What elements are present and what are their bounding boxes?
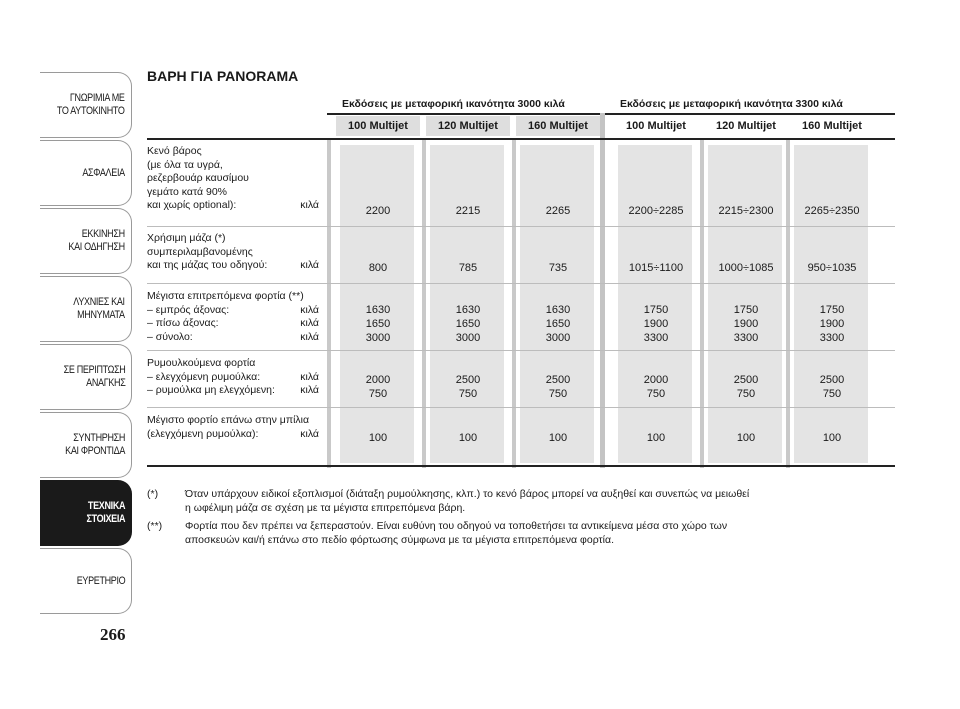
footnote-line: αποσκευών και/ή επάνω στο πεδίο φόρτωσης σύμφωνα με τα μέγιστα επιτρεπόμενα φορτία.: [185, 534, 614, 546]
cell-value: 750: [368, 388, 388, 400]
cell-value: 2265: [545, 205, 571, 217]
footnote-line: Όταν υπάρχουν ειδικοί εξοπλισμοί (διάταξη ρυμούλκησης, κλπ.) το κενό βάρος μπορεί να αυξηθεί και συνεπώς να μειωθεί: [185, 488, 750, 500]
cell-value: 100: [822, 432, 842, 444]
cell-value: 1000÷1085: [718, 262, 774, 274]
sidebar-tab-4[interactable]: [40, 276, 132, 342]
cell-value: 3300: [733, 332, 759, 344]
row-label-text: Χρήσιμη μάζα (*): [147, 232, 226, 244]
sidebar-tab-label: ΤΕΧΝΙΚΑ ΣΤΟΙΧΕΙΑ: [86, 500, 125, 525]
model-header: 160 Multijet: [516, 116, 600, 136]
model-header: 160 Multijet: [790, 116, 874, 136]
row-label-text: ρεζερβουάρ καυσίμου: [147, 172, 249, 184]
cell-value: 750: [822, 388, 842, 400]
row-label-text: Κενό βάρος: [147, 145, 202, 157]
sidebar-tab-3[interactable]: [40, 208, 132, 274]
group-underline: [327, 113, 600, 115]
cell-value: 1900: [643, 318, 669, 330]
footnote: [147, 519, 867, 547]
row-label-line: [147, 357, 319, 371]
group-divider: [600, 95, 605, 468]
footnote-line: Φορτία που δεν πρέπει να ξεπεραστούν. Είναι ευθύνη του οδηγού να τοποθετήσει τα αντικείμενα μέσα στο χώρο των: [185, 520, 728, 532]
row-divider: [147, 407, 895, 408]
row-label-text: – ελεγχόμενη ρυμούλκα:: [147, 370, 261, 383]
unit-label: κιλά: [300, 259, 319, 271]
cell-value: 100: [458, 432, 478, 444]
cell-value: 785: [458, 262, 478, 274]
table-top-rule: [147, 138, 895, 140]
cell-value: 950÷1035: [807, 262, 857, 274]
row-label-text: (ελεγχόμενη ρυμούλκα):: [147, 427, 259, 440]
cell-value: 2265÷2350: [804, 205, 860, 217]
cell-value: 1750: [733, 304, 759, 316]
row-label: [147, 232, 319, 273]
sidebar-tab-label: ΓΝΩΡΙΜΙΑ ΜΕ ΤΟ ΑΥΤΟΚΙΝΗΤΟ: [57, 92, 125, 117]
cell-value: 3300: [643, 332, 669, 344]
sidebar-tab-7[interactable]: [40, 480, 132, 546]
sidebar-tab-8[interactable]: [40, 548, 132, 614]
footnote-line: η ωφέλιμη μάζα σε σχέση με τα μέγιστα επιτρεπόμενα βάρη.: [185, 502, 466, 514]
row-label-line: [147, 232, 319, 246]
cell-value: 1900: [819, 318, 845, 330]
row-label-line: [147, 304, 319, 318]
cell-value: 3000: [545, 332, 571, 344]
row-label-line: [147, 172, 319, 186]
cell-value: 3300: [819, 332, 845, 344]
sidebar-tab-label: ΣΥΝΤΗΡΗΣΗ ΚΑΙ ΦΡΟΝΤΙΔΑ: [65, 432, 125, 457]
unit-label: κιλά: [300, 199, 319, 211]
cell-value: 100: [736, 432, 756, 444]
sidebar-tab-label: ΕΥΡΕΤΗΡΙΟ: [76, 574, 125, 587]
cell-value: 1900: [733, 318, 759, 330]
row-label-text: και της μάζας του οδηγού:: [147, 259, 268, 271]
page-number: 266: [100, 625, 126, 644]
row-label-line: [147, 199, 319, 213]
row-label-text: – εμπρός άξονας:: [147, 303, 230, 316]
sidebar-tab-5[interactable]: [40, 344, 132, 410]
row-label-text: Μέγιστα επιτρεπόμενα φορτία (**): [147, 290, 304, 302]
cell-value: 2500: [545, 374, 571, 386]
cell-value: 1015÷1100: [628, 262, 684, 274]
sidebar-tab-label: ΕΚΚΙΝΗΣΗ ΚΑΙ ΟΔΗΓΗΣΗ: [68, 228, 125, 253]
cell-value: 2200÷2285: [628, 205, 684, 217]
group-header-3300: Εκδόσεις με μεταφορική ικανότητα 3300 κιλά: [614, 95, 880, 113]
unit-label: κιλά: [300, 370, 319, 383]
cell-value: 735: [548, 262, 568, 274]
cell-value: 100: [368, 432, 388, 444]
cell-value: 3000: [455, 332, 481, 344]
cell-value: 2500: [819, 374, 845, 386]
row-label-line: [147, 159, 319, 173]
row-label-line: [147, 246, 319, 260]
cell-value: 100: [646, 432, 666, 444]
cell-value: 1650: [455, 318, 481, 330]
group-header-3000: Εκδόσεις με μεταφορική ικανότητα 3000 κιλά: [336, 95, 606, 113]
row-label-text: – πίσω άξονας:: [147, 317, 219, 329]
column-separator: [327, 140, 331, 468]
row-label-line: [147, 290, 319, 304]
unit-label: κιλά: [300, 303, 319, 316]
row-label-line: [147, 384, 319, 398]
row-label: [147, 414, 319, 441]
sidebar-tab-label: ΣΕ ΠΕΡΙΠΤΩΣΗ ΑΝΑΓΚΗΣ: [63, 364, 125, 389]
row-label-line: [147, 145, 319, 159]
row-label-text: συμπεριλαμβανομένης: [147, 245, 253, 258]
row-label-line: [147, 259, 319, 273]
row-label-line: [147, 371, 319, 385]
row-label-line: [147, 186, 319, 200]
cell-value: 1630: [365, 304, 391, 316]
row-divider: [147, 350, 895, 351]
model-header: 100 Multijet: [336, 116, 420, 136]
row-label-line: [147, 331, 319, 345]
row-label-line: [147, 317, 319, 331]
cell-value: 100: [548, 432, 568, 444]
sidebar-tab-label: ΛΥΧΝΙΕΣ ΚΑΙ ΜΗΝΥΜΑΤΑ: [73, 296, 125, 321]
model-header: 120 Multijet: [704, 116, 788, 136]
group-underline: [605, 113, 895, 115]
row-label-text: – σύνολο:: [147, 330, 193, 343]
cell-value: 2215: [455, 205, 481, 217]
sidebar-tab-label: ΑΣΦΑΛΕΙΑ: [82, 166, 125, 179]
cell-value: 750: [548, 388, 568, 400]
sidebar-tab-2[interactable]: [40, 140, 132, 206]
model-header: 100 Multijet: [614, 116, 698, 136]
row-label-text: γεμάτο κατά 90%: [147, 185, 228, 198]
cell-value: 2000: [365, 374, 391, 386]
row-label-text: (με όλα τα υγρά,: [147, 158, 223, 171]
cell-value: 3000: [365, 332, 391, 344]
cell-value: 2500: [455, 374, 481, 386]
cell-value: 750: [646, 388, 666, 400]
cell-value: 2500: [733, 374, 759, 386]
row-label-text: και χωρίς optional):: [147, 199, 237, 211]
cell-value: 2200: [365, 205, 391, 217]
model-header: 120 Multijet: [426, 116, 510, 136]
cell-value: 750: [736, 388, 756, 400]
row-label: [147, 357, 319, 398]
row-label: [147, 290, 319, 344]
sidebar-tab-1[interactable]: [40, 72, 132, 138]
footnote-marker: (**): [147, 520, 163, 532]
row-label-text: Ρυμουλκούμενα φορτία: [147, 357, 256, 369]
unit-label: κιλά: [300, 330, 319, 343]
cell-value: 800: [368, 262, 388, 274]
row-label-text: – ρυμούλκα μη ελεγχόμενη:: [147, 384, 275, 396]
unit-label: κιλά: [300, 427, 319, 440]
footnote: [147, 487, 867, 515]
row-divider: [147, 283, 895, 284]
cell-value: 1650: [545, 318, 571, 330]
cell-value: 1750: [643, 304, 669, 316]
row-label: [147, 145, 319, 213]
cell-value: 2000: [643, 374, 669, 386]
row-label-line: [147, 428, 319, 442]
cell-value: 1630: [545, 304, 571, 316]
page-title: ΒΑΡΗ ΓΙΑ PANORAMA: [147, 68, 299, 84]
cell-value: 1650: [365, 318, 391, 330]
unit-label: κιλά: [300, 384, 319, 396]
unit-label: κιλά: [300, 317, 319, 329]
row-label-line: [147, 414, 319, 428]
table-bottom-rule: [147, 465, 895, 467]
row-divider: [147, 226, 895, 227]
sidebar-tab-6[interactable]: [40, 412, 132, 478]
cell-value: 750: [458, 388, 478, 400]
row-label-text: Μέγιστο φορτίο επάνω στην μπίλια: [147, 414, 310, 426]
cell-value: 1750: [819, 304, 845, 316]
footnote-marker: (*): [147, 488, 159, 500]
cell-value: 2215÷2300: [718, 205, 774, 217]
cell-value: 1630: [455, 304, 481, 316]
